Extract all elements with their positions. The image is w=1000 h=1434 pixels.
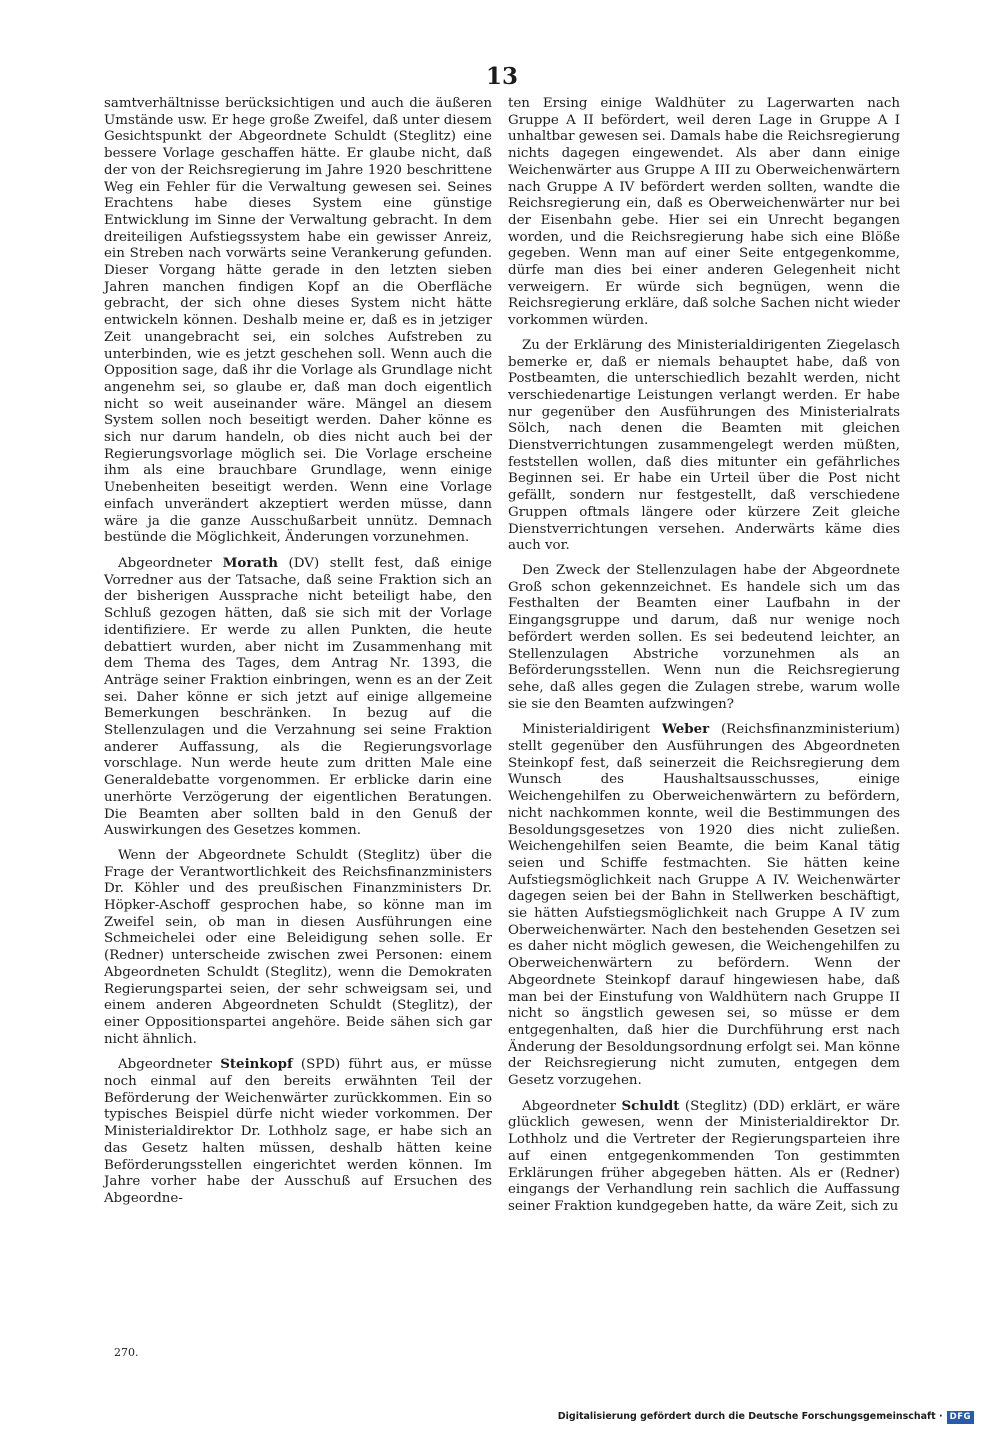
paragraph-text: (SPD) führt aus, er müsse noch einmal auf den bereits erwähnten Teil der Beförderung der Weichenwärter zurückkommen. Ein so typisches Beispiel dürfe nicht wieder vorkommen. Der Ministerialdirektor Dr. Lothholz sage, er habe sich an das Gesetz halten müssen, deshalb hätten keine Beförderungsstellen eingerichtet werden können. Im Jahre vorher habe der Ausschuß auf Ersuchen des Abgeordne-	[104, 1057, 492, 1206]
paragraph-text: (DV) stellt fest, daß einige Vorredner aus der Tatsache, daß seine Fraktion sich an der bisherigen Aussprache nicht beteiligt habe, den Schluß gezogen hätten, daß sie sich mit der Vorlage identifiziere. Er werde zu allen Punkten, die heute debattiert wurden, aber nicht im Zusammenhang mit dem Thema des Tages, dem Antrag Nr. 1393, die Anträge seiner Fraktion einbringen, wenn es an der Zeit sei. Daher könne er sich jetzt auf einige allgemeine Bemerkungen beschränken. In bezug auf die Stellenzulagen und die Verzahnung sei seine Fraktion anderer Auffassung, als die Regierungsvorlage vorschlage. Nun werde heute zum dritten Male eine Generaldebatte vorgenommen. Er erblicke darin eine unerhörte Verzögerung der eigentlichen Beratungen. Die Beamten aber sollten bald in den Genuß der Auswirkungen des Gesetzes kommen.	[104, 555, 492, 839]
speaker-prefix: Ministerialdirigent	[522, 722, 651, 738]
right-column	[508, 96, 900, 1216]
funding-notice	[558, 1410, 974, 1424]
page-number: 13	[485, 63, 518, 90]
paragraph-text: Zu der Erklärung des Ministerialdirigenten Ziegelasch bemerke er, daß er niemals behauptet habe, daß von Postbeamten, die unterschiedlich bezahlt werden, nicht verschiedenartige Leistungen verlangt werden. Er habe nur gegenüber den Ausführungen des Ministerialrats Sölch, nach denen die Beamten mit gleichen Dienstverrichtungen zusammengelegt werden müßten, feststellen wollen, daß dies mitunter ein gefährliches Beginnen sei. Er habe ein Urteil über die Post nicht gefällt, sondern nur festgestellt, daß verschiedene Gruppen oftmals längere oder kürzere Zeit gleiche Dienstverrichtungen versehen. Anderwärts käme dies auch vor.	[508, 337, 900, 554]
speaker-name: Steinkopf	[220, 1056, 293, 1073]
paragraph	[508, 96, 900, 330]
footnote-number: 270.	[114, 1346, 139, 1359]
paragraph-text: (Steglitz) (DD) erklärt, er wäre glücklich gewesen, wenn der Ministerialdirektor Dr. Lothholz und die Vertreter der Regierungsparteien ihre auf einen entgegenkommenden Ton gestimmten Erklärungen früher abgegeben hätten. Als er (Redner) eingangs der Verhandlung rein sachlich die Auffassung seiner Fraktion kundgegeben hatte, da wäre Zeit, sich zu	[508, 1098, 900, 1214]
paragraph-text: ten Ersing einige Waldhüter zu Lagerwarten nach Gruppe A II befördert, weil deren Lage in Gruppe A I unhaltbar gewesen sei. Damals habe die Reichsregierung nichts dagegen eingewendet. Als aber dann einige Weichenwärter aus Gruppe A III zu Oberweichenwärtern nach Gruppe A IV befördert werden sollten, wandte die Reichsregierung ein, daß es Oberweichenwärter nur bei der Eisenbahn gebe. Hier sei ein Unrecht begangen worden, und die Reichsregierung habe sich eine Blöße gegeben. Wenn man auf einer Seite entgegenkomme, dürfe man dies bei einer anderen Gelegenheit nicht verweigern. Er würde sich begnügen, wenn die Reichsregierung erkläre, daß solche Sachen nicht wieder vorkommen würden.	[508, 96, 900, 329]
paragraph	[508, 563, 900, 713]
paragraph-text: Wenn der Abgeordnete Schuldt (Steglitz) über die Frage der Verantwortlichkeit des Reichsfinanzministers Dr. Köhler und des preußischen Finanzministers Dr. Höpker-Aschoff gesprochen habe, so könne man im Zweifel sein, ob man in diesen Ausführungen eine Schmeichelei oder eine Beleidigung sehen solle. Er (Redner) unterscheide zwischen zwei Personen: einem Abgeordneten Schuldt (Steglitz), wenn die Demokraten Regierungspartei seien, der sehr schweigsam sei, und einem anderen Abgeordneten Schuldt (Steglitz), der einer Oppositionspartei angehöre. Beide sähen sich gar nicht ähnlich.	[104, 847, 492, 1047]
paragraph-text: samtverhältnisse berücksichtigen und auch die äußeren Umstände usw. Er hege große Zweifel, daß unter diesem Gesichtspunkt der Abgeordnete Schuldt (Steglitz) eine bessere Vorlage geschaffen hätte. Er glaube nicht, daß der von der Reichsregierung im Jahre 1920 beschrittene Weg ein Fehler für die Verwaltung gewesen sei. Seines Erachtens habe dieses System eine günstige Entwicklung im Sinne der Verwaltung gebracht. In dem dreiteiligen Aufstiegssystem habe ein gewisser Anreiz, ein Streben nach vorwärts seine Verankerung gefunden. Dieser Vorgang hätte gerade in den letzten sieben Jahren manchen findigen Kopf an die Oberfläche gebracht, der sich ohne dieses System nicht hätte entwickeln können. Deshalb meine er, daß es in jetziger Zeit unangebracht sei, ein solches Aufstreben zu unterbinden, wie es jetzt geschehen soll. Wenn auch die Opposition sage, daß ihr die Vorlage als Grundlage nicht angenehm sei, so glaube er, daß man doch eigentlich nicht so weit auseinander wäre. Mängel an diesem System sollen noch beseitigt werden. Daher könne es sich nur darum handeln, ob dies nicht auch bei der Regierungsvorlage möglich sei. Die Vorlage erscheine ihm als eine brauchbare Grundlage, wenn einige Unebenheiten beseitigt werden. Wenn eine Vorlage einfach unverändert akzeptiert werden müsse, dann wäre ja die ganze Ausschußarbeit unnütz. Demnach bestünde die Möglichkeit, Änderungen vorzunehmen.	[104, 96, 492, 546]
speaker-name: Schuldt	[621, 1097, 680, 1114]
paragraph	[104, 555, 492, 840]
paragraph-text: (Reichsfinanzministerium) stellt gegenüber den Ausführungen des Abgeordneten Steinkopf fest, daß seinerzeit die Reichsregierung dem Wunsch des Haushaltsausschusses, einige Weichengehilfen zu Oberweichenwärtern zu befördern, nicht nachkommen konnte, weil die Bestimmungen des Besoldungsgesetzes von 1920 dies nicht zuließen. Weichengehilfen seien Beamte, die beim Kanal tätig seien und Schiffe festmachten. Sie hätten keine Aufstiegsmöglichkeit nach Gruppe A IV. Weichenwärter dagegen seien bei der Bahn in Stellwerken beschäftigt, sie hätten Aufstiegsmöglichkeit nach Gruppe A IV zum Oberweichenwärter. Nach den bestehenden Gesetzen sei es daher nicht möglich gewesen, die Weichengehilfen zu Oberweichenwärtern zu befördern. Wenn der Abgeordnete Steinkopf darauf hingewiesen habe, daß man bei der Einstufung von Waldhütern nach Gruppe II nicht so ängstlich gewesen sei, so müsse er dem entgegenhalten, daß hier die Durchführung erst nach Änderung der Besoldungsordnung erfolgt sei. Man könne der Reichsregierung nicht zumuten, entgegen dem Gesetz vorzugehen.	[508, 722, 900, 1089]
speaker-name: Weber	[661, 721, 710, 738]
paragraph	[508, 721, 900, 1089]
dfg-logo: DFG	[947, 1411, 974, 1424]
paragraph	[104, 848, 492, 1048]
paragraph	[104, 1056, 492, 1207]
paragraph-text: Den Zweck der Stellenzulagen habe der Abgeordnete Groß schon gekennzeichnet. Es handele sich um das Festhalten der Beamten einer Laufbahn in der Eingangsgruppe und darum, daß nur wenige noch befördert werden sollen. Es sei bedeutend leichter, an Stellenzulagen Abstriche vorzunehmen als an Beförderungsstellen. Wenn nun die Reichsregierung sehe, daß alles gegen die Zulagen strebe, warum wolle sie sie den Beamten aufzwingen?	[508, 562, 900, 712]
funding-text: Digitalisierung gefördert durch die Deutsche Forschungsgemeinschaft ·	[557, 1411, 943, 1422]
paragraph	[508, 1098, 900, 1216]
left-column	[104, 96, 492, 1208]
speaker-prefix: Abgeordneter	[118, 555, 213, 571]
speaker-prefix: Abgeordneter	[522, 1098, 617, 1114]
paragraph	[508, 338, 900, 555]
paragraph	[104, 96, 492, 547]
speaker-name: Morath	[222, 554, 278, 571]
speaker-prefix: Abgeordneter	[118, 1057, 213, 1073]
